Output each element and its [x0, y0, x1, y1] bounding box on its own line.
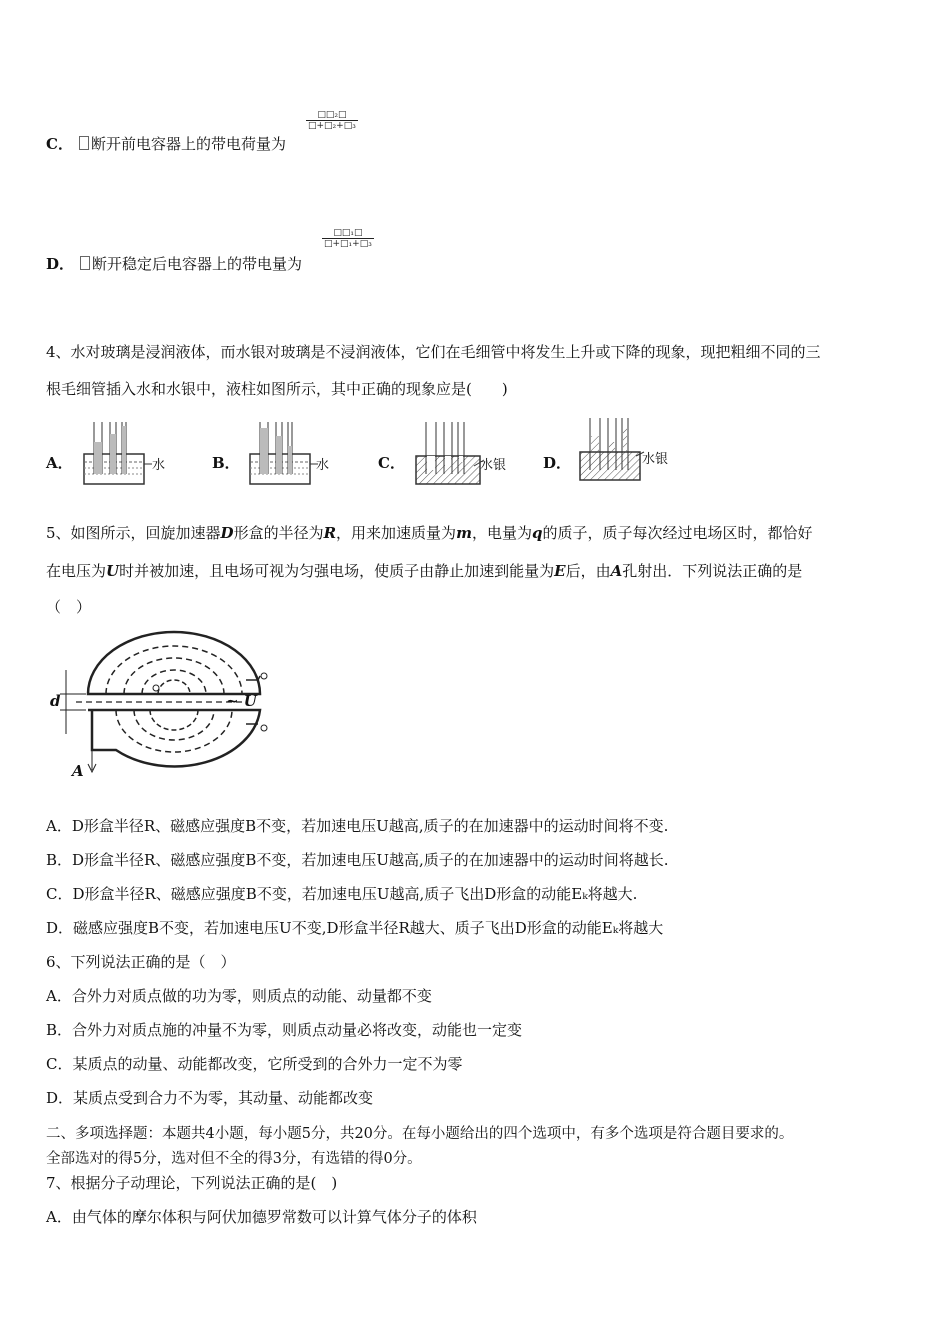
switch-symbol-icon [79, 136, 89, 150]
symbol: A [610, 562, 623, 580]
exit-hole-label: A [72, 762, 84, 780]
q6-option-d: D．某质点受到合力不为零，其动量、动能都改变 [46, 1089, 374, 1107]
q6-stem: 6、下列说法正确的是（ ） [46, 953, 236, 971]
symbol: E [554, 562, 566, 580]
fraction-numerator: □□₁□ [322, 228, 374, 239]
q5-option-c: C．D形盒半径R、磁感应强度B不变，若加速电压U越高,质子飞出D形盒的动能Eₖ将越大. [46, 885, 638, 903]
capillary-water-figure-b [246, 420, 346, 488]
section2-heading-line2: 全部选对的得5分，选对但不全的得3分，有选错的得0分。 [46, 1151, 422, 1167]
switch-symbol-icon [80, 256, 90, 270]
symbol: q [531, 524, 543, 542]
q6-option-a: A．合外力对质点做的功为零，则质点的动能、动量都不变 [46, 987, 432, 1005]
liquid-label: 水 [316, 458, 330, 473]
option-text: 断开稳定后电容器上的带电量为 [92, 255, 303, 273]
q4-option-d-letter: D． [543, 454, 572, 472]
q4-option-c-letter: C． [378, 454, 405, 472]
option-letter: D． [46, 255, 75, 273]
fraction [306, 110, 358, 131]
gap-label: d [50, 692, 61, 710]
symbol: U [106, 562, 120, 580]
fraction-denominator: □+□₂+□₃ [308, 121, 356, 131]
q6-option-b: B．合外力对质点施的冲量不为零，则质点动量必将改变，动能也一定变 [46, 1021, 523, 1039]
option-text: 断开前电容器上的带电荷量为 [90, 135, 286, 153]
text: 的质子，质子每次经过电场区时，都恰好 [542, 524, 813, 542]
text: 后，由 [565, 562, 611, 580]
q3-option-c [46, 134, 286, 154]
text: 孔射出．下列说法正确的是 [622, 562, 803, 580]
text: 时并被加速，且电场可视为匀强电场，使质子由静止加速到能量为 [119, 562, 555, 580]
fraction-numerator: □□₂□ [306, 110, 358, 121]
text: 形盒的半径为 [233, 524, 324, 542]
symbol: m [456, 524, 472, 542]
capillary-mercury-figure-d [576, 416, 686, 484]
q3-option-d [46, 254, 302, 274]
q7-stem: 7、根据分子动理论，下列说法正确的是( ) [46, 1174, 338, 1192]
option-letter: C． [46, 135, 73, 153]
text: 5、如图所示，回旋加速器 [46, 524, 221, 542]
liquid-label: 水银 [642, 452, 669, 467]
q4-stem-line2: 根毛细管插入水和水银中，液柱如图所示，其中正确的现象应是( ) [46, 380, 508, 398]
symbol: D [220, 524, 234, 542]
q5-option-a: A．D形盒半径R、磁感应强度B不变，若加速电压U越高,质子的在加速器中的运动时间将不变. [46, 817, 669, 835]
section2-heading-line1: 二、多项选择题：本题共4小题，每小题5分，共20分。在每小题给出的四个选项中，有多个选项是符合题目要求的。 [46, 1126, 794, 1142]
q5-option-d: D．磁感应强度B不变，若加速电压U不变,D形盒半径R越大、质子飞出D形盒的动能Eₖ将越大 [46, 919, 664, 937]
q7-option-a: A．由气体的摩尔体积与阿伏加德罗常数可以计算气体分子的体积 [46, 1208, 477, 1226]
text: ，电量为 [471, 524, 532, 542]
q5-stem-line3: （ ） [46, 598, 92, 616]
symbol: R [323, 524, 337, 542]
text: 在电压为 [46, 562, 107, 580]
q4-stem-line1: 4、水对玻璃是浸润液体，而水银对玻璃是不浸润液体，它们在毛细管中将发生上升或下降的现象，现把粗细不同的三 [46, 343, 821, 361]
fraction-denominator: □+□₁+□₃ [324, 239, 372, 249]
q6-option-c: C．某质点的动量、动能都改变，它所受到的合外力一定不为零 [46, 1055, 463, 1073]
liquid-label: 水 [152, 458, 166, 473]
text: ，用来加速质量为 [336, 524, 457, 542]
voltage-label: ~ U [226, 692, 257, 710]
q4-option-b-letter: B． [212, 454, 240, 472]
q5-option-b: B．D形盒半径R、磁感应强度B不变，若加速电压U越高,质子的在加速器中的运动时间将越长. [46, 851, 669, 869]
fraction [322, 228, 374, 249]
q5-stem-line1 [46, 523, 812, 543]
liquid-label: 水银 [480, 458, 507, 473]
q4-option-a-letter: A． [46, 454, 73, 472]
q5-stem-line2 [46, 561, 802, 581]
